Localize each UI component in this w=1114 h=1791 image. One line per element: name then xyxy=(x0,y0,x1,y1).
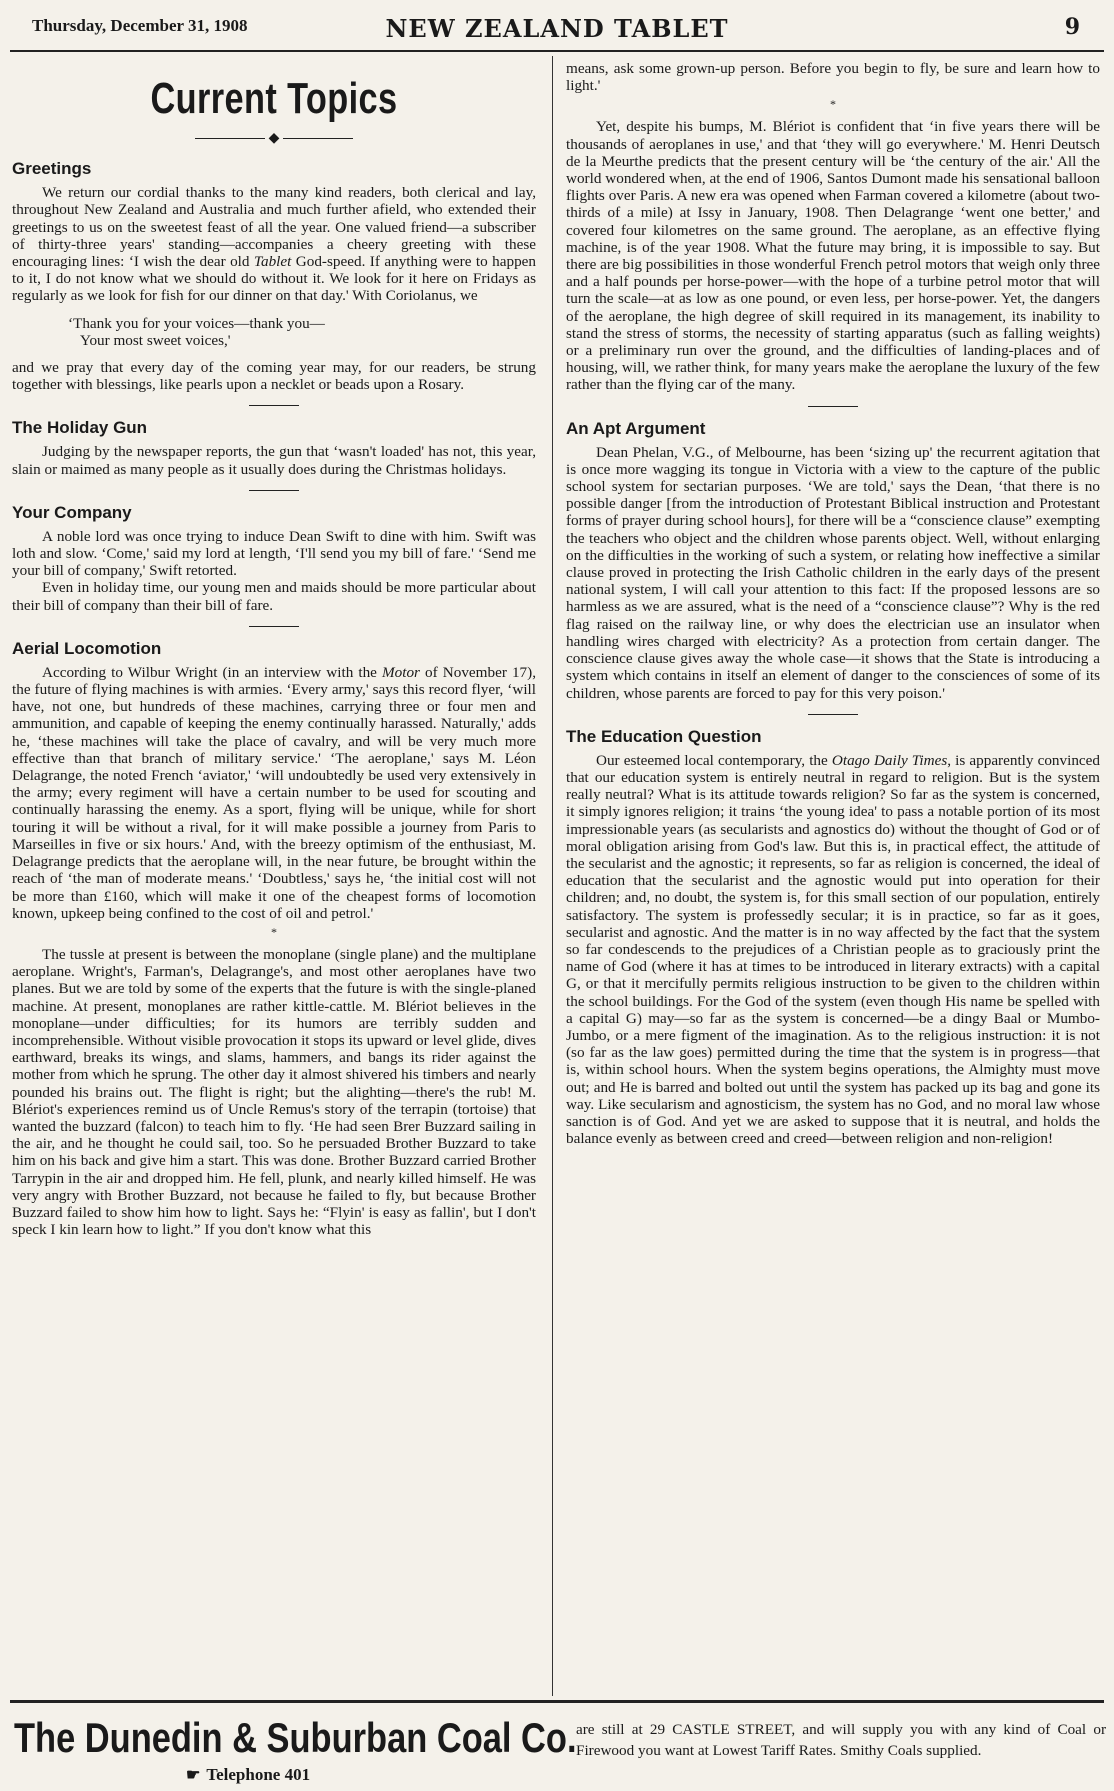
apt-argument-paragraph: Dean Phelan, V.G., of Melbourne, has been ‘sizing up' the recurrent agitation that is once more wagging its tongue in Victoria with a view to the capture of the public school system for sectarian purposes. ‘We are told,' says the Dean, ‘that there is no possible danger [from the introduction of Protestant Biblical instruction and Protestant forms of prayer during school hours], for there will be a “conscience clause” exempting the teachers who object and the children whose parents object. Well, without enlarging on the difficulties in the working of such a system, or relating how ineffective a similar clause proved in protecting the Irish Catholic children in the early days of the present national system, I will call your attention to this fact: If the proposed lessons are so harmless as we are assured, what is the need of a “conscience clause”? Why is the red flag raised on the railway line, or why does the electrician use an insulator when handling wires charged with electricity? As a protection from certain danger. The conscience clause gives away the whole case—it shows that the State is introducing a system which contains in itself an element of danger to the consciences of some of its children, whose parents are forced to pay for this very poison.' xyxy=(566,443,1100,702)
aerial-paragraph-2: The tussle at present is between the monoplane (single plane) and the multiplane aeroplane. Wright's, Farman's, Delagrange's, and most other aeroplanes have two planes. But we are told by some of the experts that the future is with the single-planed machine. At present, monoplanes are rather kittle-cattle. M. Blériot believes in the monoplane—under difficulties; for its humors are terribly sudden and incomprehensible. Without visible provocation it stops its upward or level glide, dives earthward, breaks its wings, and slams, hammers, and bangs its rider against the mother from which he sprung. The other day it almost shivered his timbers and nearly pounded his brains out. The flight is right; but the alighting—there's the rub! M. Blériot's experiences remind us of Uncle Remus's story of the terrapin (tortoise) that wanted the buzzard (falcon) to teach him to fly. ‘He had seen Brer Buzzard sailing in the air, and he thought he could sail, too. So he persuaded Brother Buzzard to take him on his back and give him a start. This was done. Brother Buzzard carried Brother Tarrypin in the air and dropped him. He fell, plunk, and nearly killed himself. He was very angry with Brother Buzzard, not because he failed to fly, but because Brother Buzzard failed to show him how to light. Says he: “Flyin' is easy as fallin', but I don't speck I kin learn how to light.” If you don't know what this xyxy=(12,945,536,1239)
heading-education-question: The Education Question xyxy=(566,726,762,746)
left-column xyxy=(12,60,536,1692)
heading-holiday-gun: The Holiday Gun xyxy=(12,418,148,438)
verse-line-1: ‘Thank you for your voices—thank you— xyxy=(68,314,325,332)
greetings-paragraph-2: and we pray that every day of the coming year may, for our readers, be strung together with blessings, like pearls upon a necklet or beads upon a Rosary. xyxy=(12,359,536,394)
section-rule xyxy=(249,490,299,491)
newspaper-title: NEW ZEALAND TABLET xyxy=(385,14,729,43)
advert-company-name: The Dunedin & Suburban Coal Co. xyxy=(14,1714,577,1761)
advert-telephone: ☛ Telephone 401 xyxy=(186,1765,311,1784)
your-company-paragraph-1: A noble lord was once trying to induce Dean Swift to dine with him. Swift was loth and slow. ‘Come,' said my lord at length, ‘I'll send you my bill of fare.' ‘Send me your bill of company,' Swift retorted. xyxy=(12,527,536,580)
advert-address-text: are still at 29 CASTLE STREET, and will supply you with any kind of Coal or Firewood you want at Lowest Tariff Rates. Smithy Coals supplied. xyxy=(576,1721,1106,1759)
aerial-continued-paragraph-1: means, ask some grown-up person. Before you begin to fly, be sure and learn how to light.' xyxy=(566,60,1100,95)
greetings-paragraph-1: We return our cordial thanks to the many kind readers, both clerical and lay, throughout New Zealand and Australia and much further afield, who extended their greetings to us on the sweetest feast of all the year. One valued friend—a subscriber of thirty-three years' standing—accompanies a cheery greeting with these encouraging lines: ‘I wish the dear old Tablet God-speed. If anything were to happen to it, I do not know what we should do without it. We look for it here on Fridays as regularly as we look for fish for our dinner on that day.' With Coriolanus, we xyxy=(12,184,536,305)
aerial-continued-paragraph-2: Yet, despite his bumps, M. Blériot is confident that ‘in five years there will be thousands of aeroplanes in use,' and that ‘they will go everywhere.' M. Henri Deutsch de la Meurthe predicts that the present century will be ‘the century of the air.' All the world wondered when, at the end of 1906, Santos Dumont made his sensational balloon flights over Paris. A new era was opened when Farman covered a kilometre (about two-thirds of a mile) at Issy in January, 1908. Then Delagrange ‘went one better,' and covered four kilometres on the same ground. The aeroplane, as an effective flying machine, is of the year 1908. What the future may bring, it is impossible to say. But there are big possibilities in those wonderful French petrol motors that weigh only three and a half pounds per horse-power—with the hope of a turbine petrol motor that will turn the scale—at as low as one pound, or even less, per horse-power. Yet, the dangers of the aeroplane, the high degree of skill required in its management, its inability to stand the stress of storms, the necessity of starting apparatus (such as falling weights) or a preliminary run over the ground, and the difficulties of landing-places and of housing, will, we rather think, for many years make the aeroplane the luxury of the few rather than the flying car of the many. xyxy=(566,118,1100,394)
heading-greetings: Greetings xyxy=(12,159,92,179)
education-paragraph: Our esteemed local contemporary, the Otago Daily Times, is apparently convinced that our education system is entirely neutral in regard to religion. But is the system really neutral? What is its attitude towards religion? So far as the system is concerned, it simply ignores religion; it trains ‘the young idea' to pass a notable portion of its most impressionable years (as secularists and agnostics do) without the thought of God or of moral obligation arising from God's law. But this is, in practical effect, the attitude of the secularist and the agnostic; it represents, so far as religion is concerned, the ideal of education that the secularist and the agnostic would put into operation for their children; and, no doubt, the system is, for this small section of our population, entirely satisfactory. The system is professedly secular; it is in practice, so far as it goes, secularist and agnostic. And the matter is in no way affected by the fact that the system so far condescends to the prejudices of a Christian people as to graciously print the name of God (where it has at times to be introduced in literary extracts) with a capital G, or that it mercifully permits religious instruction to be given to the children within the school buildings. For the God of the system (even though His name be spelled with a capital G) may—so far as the system is concerned—be a dingy Baal or Mumbo-Jumbo, or a mere figment of the imagination. As to the religious instruction: it is not (so far as the law goes) permitted during the time that the system is in progress—that is, within school hours. When the system begins operations, the Almighty must move out; and He is barred and bolted out until the system has packed up its bag and gone its way. Like secularism and agnosticism, the system has no God, and no moral law whose sanction is of God. And yet we are asked to suppose that it is neutral, and holds the balance evenly as between creed and creed—between religion and non-religion! xyxy=(566,751,1100,1148)
issue-date: Thursday, December 31, 1908 xyxy=(32,16,248,35)
masthead xyxy=(10,10,1104,52)
page-number: 9 xyxy=(1064,14,1080,40)
section-rule xyxy=(808,406,858,407)
section-rule xyxy=(808,714,858,715)
heading-your-company: Your Company xyxy=(12,502,132,522)
pointing-hand-icon: ☛ xyxy=(186,1767,201,1784)
section-rule xyxy=(249,405,299,406)
heading-aerial-locomotion: Aerial Locomotion xyxy=(12,638,162,658)
coriolanus-verse xyxy=(68,315,536,349)
right-column xyxy=(566,60,1100,1692)
holiday-gun-paragraph: Judging by the newspaper reports, the gun that ‘wasn't loaded' has not, this year, slain or maimed as many people as it usually does during the Christmas holidays. xyxy=(12,443,536,478)
star-separator: * xyxy=(830,97,836,112)
column-divider xyxy=(552,56,553,1696)
page-title: Current Topics xyxy=(150,74,398,123)
aerial-paragraph-1: According to Wilbur Wright (in an interview with the Motor of November 17), the future of flying machines is with armies. ‘Every army,' says this record flyer, ‘will have, not one, but hundreds of these machines, carrying three or four men and ammunition, and capable of keeping the enemy continually harassed. Naturally,' adds he, ‘these machines will take the place of cavalry, and will be very much more effective than that branch of military service.' ‘The aeroplane,' says M. Léon Delagrange, the noted French ‘aviator,' ‘will undoubtedly be used very extensively in the army; every regiment will have a certain number to be used for scouting and continually harassing the enemy. As a sport, flying will be unique, while for short touring it will be without a rival, for it will make possible a journey from Paris to Marseilles in five or six hours.' And, with the breezy optimism of the enthusiast, M. Delagrange predicts that the aeroplane will, in the near future, be brought within the reach of ‘the man of moderate means.' ‘Doubtless,' says he, ‘the initial cost will not be more than £160, which will make it one of the cheapest forms of locomotion known, upkeep being confined to the cost of oil and petrol.' xyxy=(12,663,536,922)
your-company-paragraph-2: Even in holiday time, our young men and maids should be more particular about their bill of company than their bill of fare. xyxy=(12,579,536,614)
verse-line-2: Your most sweet voices,' xyxy=(80,331,231,349)
star-separator: * xyxy=(271,924,277,939)
title-ornament: ◆ xyxy=(12,130,536,147)
coal-company-advert xyxy=(10,1700,1104,1789)
heading-apt-argument: An Apt Argument xyxy=(566,418,706,438)
section-rule xyxy=(249,626,299,627)
